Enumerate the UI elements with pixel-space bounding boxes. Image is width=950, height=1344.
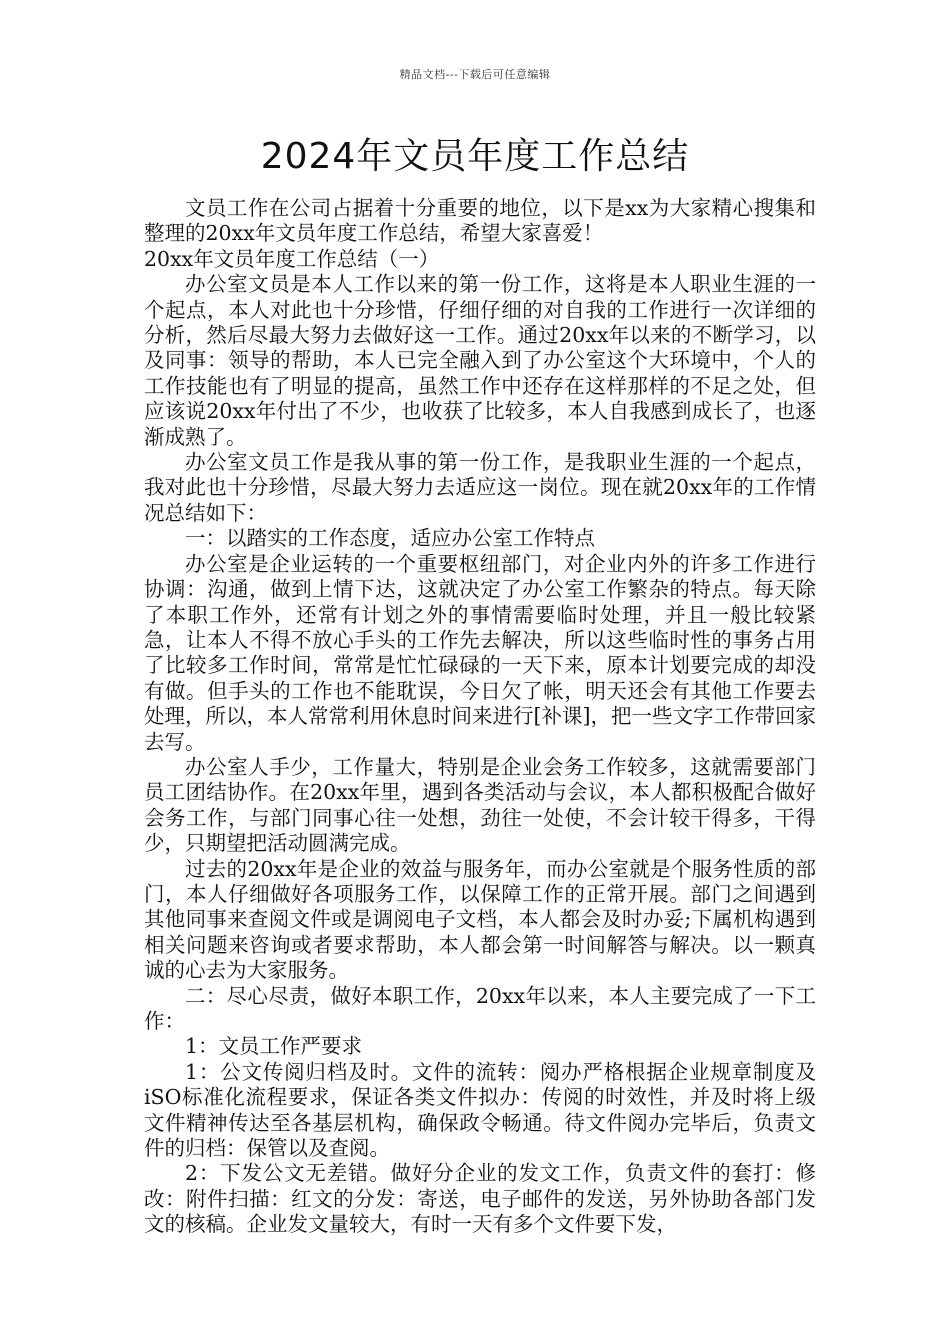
document-body — [144, 196, 816, 1238]
paragraph: 过去的20xx年是企业的效益与服务年，而办公室就是个服务性质的部门，本人仔细做好各项服务工作，以保障工作的正常开展。部门之间遇到其他同事来查阅文件或是调阅电子文档，本人都会及时办妥;下属机构遇到相关问题来咨询或者要求帮助，本人都会第一时间解答与解决。以一颗真诚的心去为大家服务。 — [144, 856, 816, 983]
section-heading: 20xx年文员年度工作总结（一） — [144, 246, 440, 271]
paragraph: 1：公文传阅归档及时。文件的流转：阅办严格根据企业规章制度及iSO标准化流程要求，保证各类文件拟办：传阅的时效性，并及时将上级文件精神传达至各基层机构，确保政令畅通。待文件阅办完毕后，负责文件的归档：保管以及查阅。 — [144, 1059, 816, 1161]
paragraph: 办公室文员是本人工作以来的第一份工作，这将是本人职业生涯的一个起点，本人对此也十分珍惜，仔细仔细的对自我的工作进行一次详细的分析，然后尽最大努力去做好这一工作。通过20xx年以来的不断学习，以及同事：领导的帮助，本人已完全融入到了办公室这个大环境中，个人的工作技能也有了明显的提高，虽然工作中还存在这样那样的不足之处，但应该说20xx年付出了不少，也收获了比较多，本人自我感到成长了，也逐渐成熟了。 — [144, 272, 816, 449]
subheading: 二：尽心尽责，做好本职工作，20xx年以来，本人主要完成了一下工作： — [144, 983, 816, 1033]
paragraph: 办公室是企业运转的一个重要枢纽部门，对企业内外的许多工作进行协调：沟通，做到上情下达，这就决定了办公室工作繁杂的特点。每天除了本职工作外，还常有计划之外的事情需要临时处理，并且一般比较紧急，让本人不得不放心手头的工作先去解决，所以这些临时性的事务占用了比较多工作时间，常常是忙忙碌碌的一天下来，原本计划要完成的却没有做。但手头的工作也不能耽误，今日欠了帐，明天还会有其他工作要去处理，所以，本人常常利用休息时间来进行[补课]，把一些文字工作带回家去写。 — [144, 551, 816, 754]
document-title: 2024年文员年度工作总结 — [260, 136, 690, 177]
paragraph: 办公室人手少，工作量大，特别是企业会务工作较多，这就需要部门员工团结协作。在20xx年里，遇到各类活动与会议，本人都积极配合做好会务工作，与部门同事心往一处想，劲往一处使，不会计较干得多，干得少，只期望把活动圆满完成。 — [144, 754, 816, 856]
paragraph: 办公室文员工作是我从事的第一份工作，是我职业生涯的一个起点，我对此也十分珍惜，尽最大努力去适应这一岗位。现在就20xx年的工作情况总结如下： — [144, 450, 816, 525]
subheading: 一：以踏实的工作态度，适应办公室工作特点 — [185, 526, 595, 551]
paragraph-intro: 文员工作在公司占据着十分重要的地位，以下是xx为大家精心搜集和整理的20xx年文员年度工作总结，希望大家喜爱！ — [144, 196, 816, 246]
page-header: 精品文档---下载后可任意编辑 — [399, 68, 551, 81]
subheading: 1：文员工作严要求 — [185, 1034, 363, 1059]
paragraph: 2：下发公文无差错。做好分企业的发文工作，负责文件的套打：修改：附件扫描：红文的分发：寄送，电子邮件的发送，另外协助各部门发文的核稿。企业发文量较大，有时一天有多个文件要下发， — [144, 1161, 816, 1237]
